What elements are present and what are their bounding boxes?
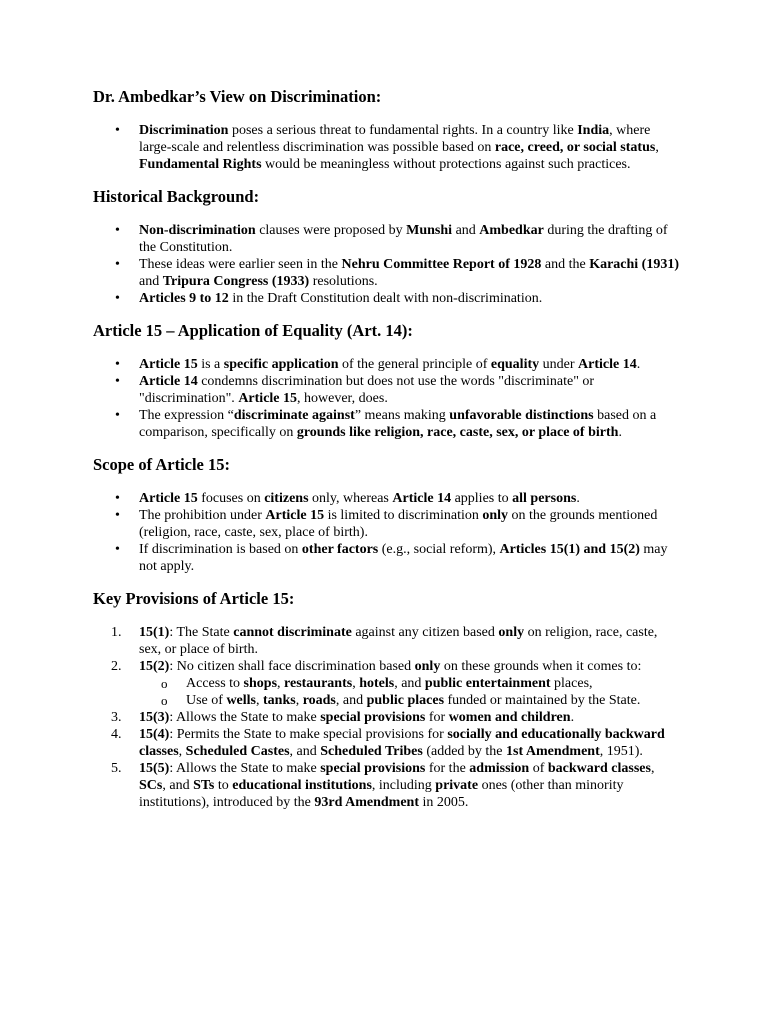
list-item [93, 541, 683, 575]
bold-text: 1st Amendment [506, 744, 600, 759]
text-run: , [655, 140, 659, 155]
list-item [93, 256, 683, 290]
text-run: . [570, 710, 575, 725]
text-run: funded or maintained by the State. [444, 693, 641, 708]
section-heading: Article 15 – Application of Equality (Art. 14): [93, 321, 413, 340]
text-run: applies to [451, 491, 513, 506]
text-run: poses a serious threat to fundamental rights. In a country like [228, 123, 578, 138]
sub-list-item [139, 675, 683, 692]
list-item [93, 507, 683, 541]
bold-text: Nehru Committee Report of 1928 [341, 257, 542, 272]
bold-text: Article 15 [139, 491, 198, 506]
text-run: would be meaningless without protections against such practices. [261, 157, 631, 172]
bold-text: Munshi [406, 223, 453, 238]
text-run: . [576, 491, 580, 506]
text-run: : Allows the State to make [169, 761, 321, 776]
text-run: , and [394, 676, 425, 691]
text-run: condemns discrimination but does not use the words "discriminate" or "discrimination". [139, 374, 595, 406]
bold-text: 15(2) [139, 659, 170, 674]
list-item [93, 709, 683, 726]
bold-text: grounds like religion, race, caste, sex, or place of birth [296, 425, 619, 440]
list-item [93, 407, 683, 441]
list-item [93, 624, 683, 658]
text-run: , and [335, 693, 367, 708]
bold-text: all persons [512, 491, 577, 506]
sub-list-item [139, 692, 683, 709]
text-run: (added by the [422, 744, 507, 759]
text-run: : Permits the State to make special provisions for [169, 727, 448, 742]
text-run: may not apply. [139, 542, 668, 574]
bold-text: Article 15 [238, 391, 298, 406]
bold-text: tanks [263, 693, 296, 708]
bold-text: other factors [301, 542, 379, 557]
section-heading: Dr. Ambedkar’s View on Discrimination: [93, 87, 382, 106]
text-run: on religion, race, caste, sex, or place of birth. [139, 625, 658, 657]
bold-text: Article 14 [392, 491, 452, 506]
bold-text: Ambedkar [479, 223, 544, 238]
bold-text: STs [193, 778, 215, 793]
bold-text: specific application [223, 357, 339, 372]
bullet-list [93, 356, 683, 441]
text-run: on the grounds mentioned (religion, race, caste, sex, place of birth). [139, 508, 658, 540]
text-run: in the Draft Constitution dealt with non-discrimination. [228, 291, 543, 306]
list-item [93, 122, 683, 173]
text-run: . [636, 357, 641, 372]
text-run: , [650, 761, 655, 776]
bold-text: Non-discrimination [139, 223, 256, 238]
bold-text: restaurants [284, 676, 353, 691]
text-run: under [539, 357, 579, 372]
bold-text: Karachi (1931) [589, 257, 680, 272]
text-run: , where large-scale and relentless discrimination was possible based on [139, 123, 651, 155]
text-run: These ideas were earlier seen in the [139, 257, 342, 272]
text-run: clauses were proposed by [255, 223, 407, 238]
bold-text: wells [226, 693, 256, 708]
text-run: Access to [186, 676, 244, 691]
text-run: . [618, 425, 622, 440]
bold-text: only [482, 508, 509, 523]
bold-text: special provisions [320, 710, 426, 725]
bold-text: only [414, 659, 441, 674]
bold-text: India [577, 123, 610, 138]
bold-text: equality [490, 357, 540, 372]
bold-text: Discrimination [139, 123, 229, 138]
bold-text: Article 14 [578, 357, 637, 372]
bold-text: cannot discriminate [233, 625, 352, 640]
text-run: ” means making [354, 408, 450, 423]
text-run: , 1951). [599, 744, 643, 759]
bold-text: only [498, 625, 525, 640]
text-run: ones (other than minority institutions), introduced by the [139, 778, 624, 810]
bold-text: 15(3) [139, 710, 170, 725]
bold-text: hotels [359, 676, 395, 691]
bold-text: special provisions [320, 761, 426, 776]
bold-text: Article 14 [139, 374, 198, 389]
text-run: to [214, 778, 233, 793]
bold-text: women and children [448, 710, 571, 725]
text-run: The prohibition under [139, 508, 266, 523]
text-run: , [277, 676, 285, 691]
text-run: The expression “ [139, 408, 234, 423]
text-run: of [529, 761, 548, 776]
bold-text: admission [469, 761, 530, 776]
bold-text: private [435, 778, 479, 793]
bold-text: race, creed, or social status [494, 140, 656, 155]
text-run: for [425, 710, 449, 725]
list-item [93, 222, 683, 256]
bold-text: Fundamental Rights [139, 157, 262, 172]
item-number: 5. [111, 761, 122, 776]
item-number: 2. [111, 659, 122, 674]
list-item [93, 490, 683, 507]
text-run: and [452, 223, 480, 238]
text-run: Use of [186, 693, 227, 708]
bold-text: 15(4) [139, 727, 170, 742]
section-heading: Historical Background: [93, 187, 260, 206]
bullet-list [93, 222, 683, 307]
text-run: If discrimination is based on [139, 542, 302, 557]
text-run: , [352, 676, 360, 691]
numbered-list [93, 624, 683, 811]
text-run: and [139, 274, 163, 289]
text-run: , and [289, 744, 321, 759]
text-run: focuses on [197, 491, 265, 506]
text-run: only, whereas [308, 491, 393, 506]
text-run: is a [197, 357, 224, 372]
text-run: of the general principle of [338, 357, 491, 372]
list-item [93, 356, 683, 373]
text-run: in 2005. [419, 795, 469, 810]
bold-text: Articles 15(1) and 15(2) [499, 542, 640, 557]
bold-text: Scheduled Castes [185, 744, 290, 759]
list-item [93, 760, 683, 811]
text-run: during the drafting of the Constitution. [139, 223, 668, 255]
bold-text: shops [243, 676, 278, 691]
text-run: against any citizen based [351, 625, 499, 640]
bold-text: citizens [264, 491, 309, 506]
bold-text: SCs [139, 778, 163, 793]
bold-text: discriminate against [233, 408, 355, 423]
bold-text: 15(1) [139, 625, 170, 640]
bold-text: public entertainment [424, 676, 551, 691]
list-item [93, 658, 683, 709]
text-run: for the [425, 761, 470, 776]
text-run: on these grounds when it comes to: [440, 659, 642, 674]
item-number: 4. [111, 727, 122, 742]
bold-text: Tripura Congress (1933) [162, 274, 310, 289]
text-run: : Allows the State to make [169, 710, 321, 725]
section-heading: Scope of Article 15: [93, 455, 231, 474]
list-item [93, 290, 683, 307]
list-item [93, 726, 683, 760]
bold-text: Articles 9 to 12 [139, 291, 229, 306]
bold-text: public places [366, 693, 445, 708]
text-run: resolutions. [309, 274, 378, 289]
bold-text: Article 15 [139, 357, 198, 372]
item-number: 1. [111, 625, 122, 640]
text-run: based on a comparison, specifically on [139, 408, 657, 440]
bold-text: educational institutions [232, 778, 372, 793]
text-run: , including [371, 778, 436, 793]
list-item [93, 373, 683, 407]
bullet-list [93, 490, 683, 575]
bold-text: 15(5) [139, 761, 170, 776]
bold-text: backward classes [547, 761, 651, 776]
text-run: , however, does. [297, 391, 388, 406]
text-run: , [295, 693, 303, 708]
bold-text: roads [302, 693, 336, 708]
text-run: , [256, 693, 263, 708]
bold-text: unfavorable distinctions [449, 408, 594, 423]
bullet-list [93, 122, 683, 173]
text-run: : No citizen shall face discrimination based [169, 659, 415, 674]
bold-text: Scheduled Tribes [320, 744, 423, 759]
text-run: , and [162, 778, 194, 793]
text-run: : The State [169, 625, 234, 640]
bold-text: socially and educationally backward classes [139, 727, 665, 759]
bold-text: 93rd Amendment [314, 795, 419, 810]
text-run: , [178, 744, 186, 759]
bold-text: Article 15 [265, 508, 325, 523]
item-number: 3. [111, 710, 122, 725]
sub-list [139, 675, 683, 709]
text-run: places, [550, 676, 593, 691]
text-run: is limited to discrimination [324, 508, 483, 523]
text-run: and the [541, 257, 590, 272]
document-page [93, 87, 683, 825]
text-run: (e.g., social reform), [378, 542, 500, 557]
section-heading: Key Provisions of Article 15: [93, 589, 295, 608]
